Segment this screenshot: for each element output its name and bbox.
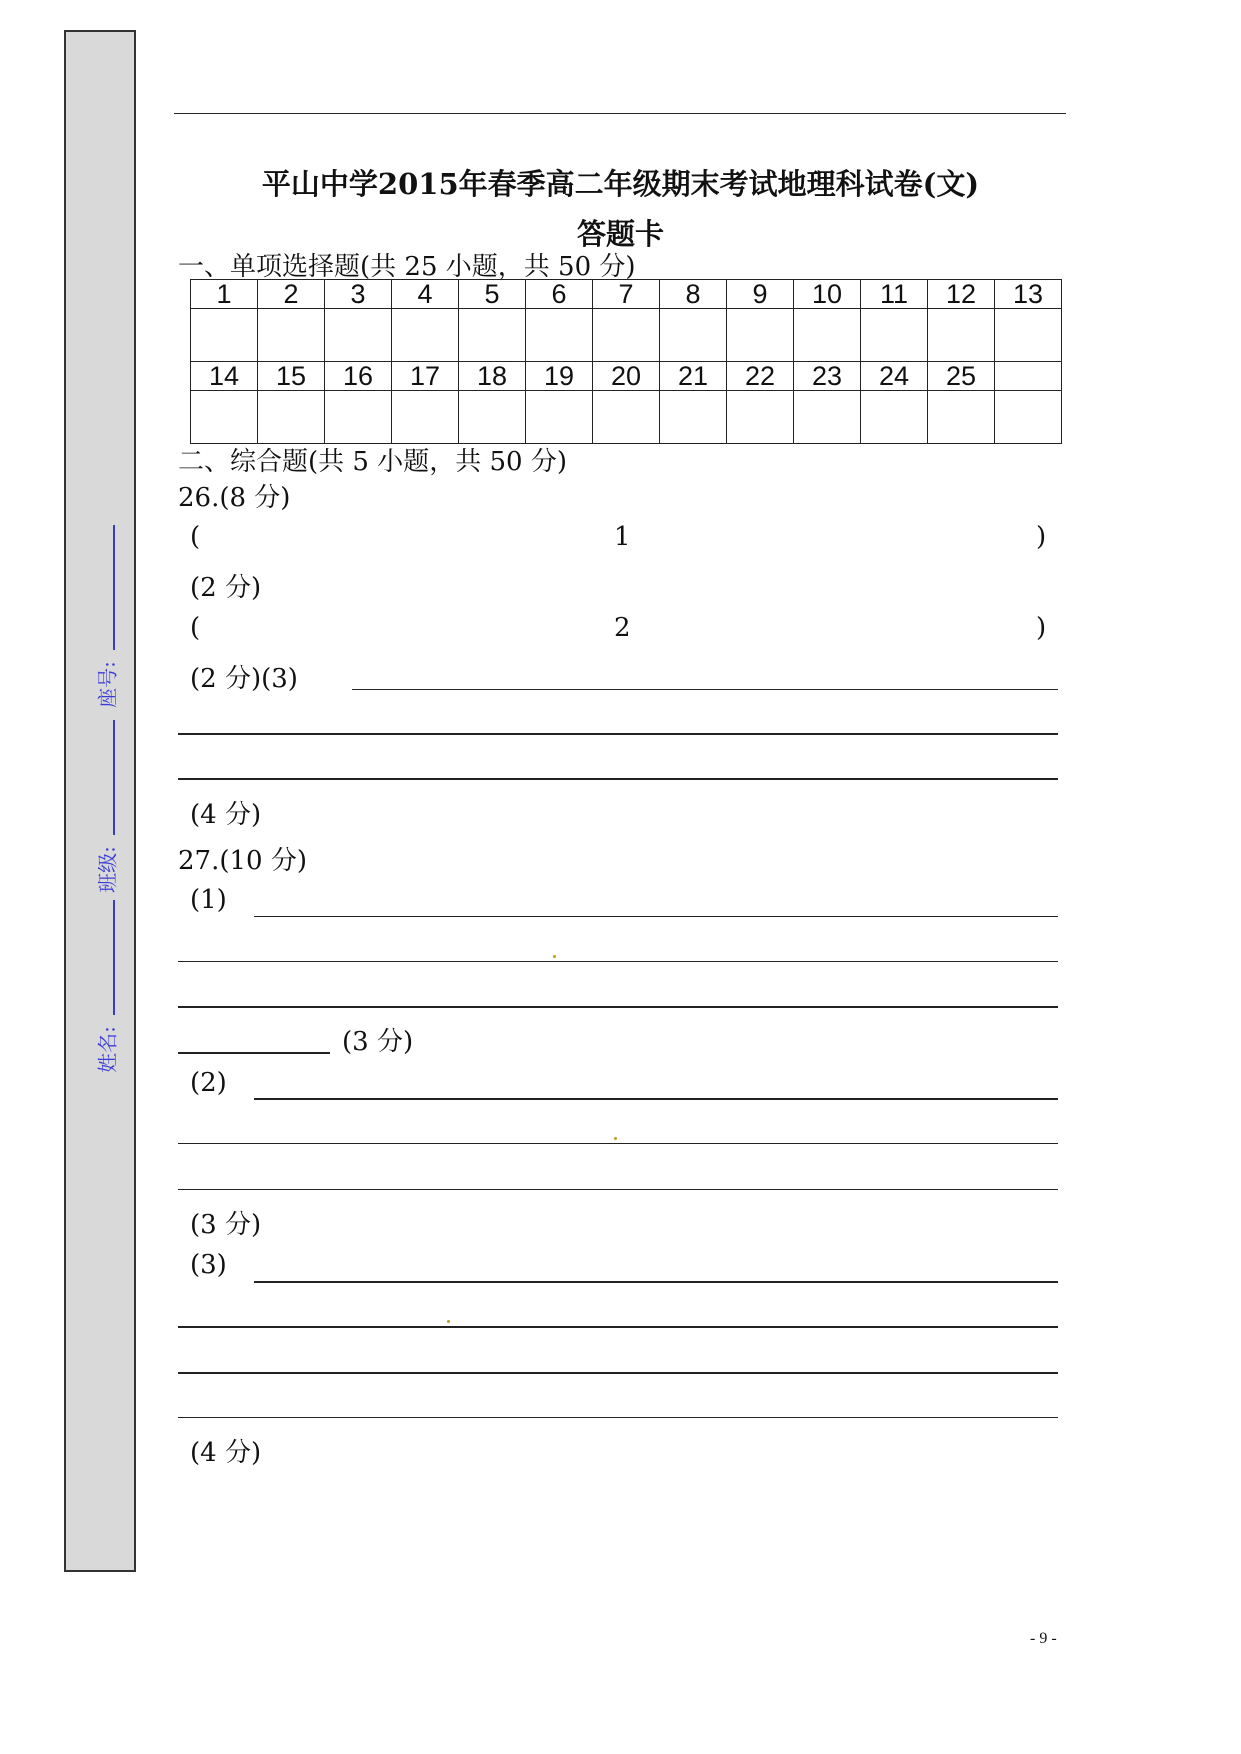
question-number: 3 [325, 280, 392, 309]
stray-dot [553, 955, 556, 958]
question-number: 13 [995, 280, 1062, 309]
answer-cell[interactable] [593, 309, 660, 362]
answer-line[interactable] [178, 1006, 1058, 1008]
answer-line[interactable] [178, 961, 1058, 962]
q27-label: 27.(10 分) [178, 846, 307, 876]
name-field-line[interactable] [113, 900, 115, 1015]
question-number-row [191, 280, 1062, 309]
answer-cell[interactable] [459, 391, 526, 444]
answer-cell[interactable] [928, 391, 995, 444]
question-number: 4 [392, 280, 459, 309]
q27-part2-score: (3 分) [190, 1210, 262, 1240]
q26-paren-open-2: ( [190, 613, 201, 643]
answer-line[interactable] [178, 1189, 1058, 1190]
question-number: 5 [459, 280, 526, 309]
question-number: 9 [727, 280, 794, 309]
q26-paren-open-1: ( [190, 522, 201, 552]
choice-answer-grid [190, 279, 1062, 444]
answer-cell[interactable] [191, 309, 258, 362]
question-number: 15 [258, 362, 325, 391]
q27-part1-short-line[interactable] [178, 1052, 330, 1054]
q27-part3-score: (4 分) [190, 1438, 262, 1468]
answer-cell[interactable] [392, 309, 459, 362]
q26-part3-answer-line[interactable] [352, 689, 1058, 690]
q26-part-number-1: 1 [614, 522, 631, 552]
answer-cell[interactable] [191, 391, 258, 444]
question-number: 10 [794, 280, 861, 309]
q27-part1-label: (1) [190, 885, 227, 915]
question-number: 19 [526, 362, 593, 391]
answer-cell[interactable] [593, 391, 660, 444]
question-number: 6 [526, 280, 593, 309]
answer-sheet-title: 答题卡 [576, 217, 664, 251]
answer-cell[interactable] [861, 391, 928, 444]
answer-line[interactable] [178, 778, 1058, 780]
answer-cell[interactable] [660, 391, 727, 444]
q26-part-number-2: 2 [614, 613, 631, 643]
stray-dot [614, 1137, 617, 1140]
q26-score-3: (4 分) [190, 800, 262, 830]
answer-cell[interactable] [928, 309, 995, 362]
answer-cell[interactable] [794, 309, 861, 362]
seat-field-line[interactable] [113, 525, 115, 650]
question-number: 22 [727, 362, 794, 391]
stray-dot [447, 1320, 450, 1323]
section1-heading: 一、单项选择题(共 25 小题，共 50 分) [178, 252, 636, 282]
q26-score-2-part3: (2 分)(3) [190, 664, 298, 694]
question-number: 14 [191, 362, 258, 391]
q27-part2-label: (2) [190, 1068, 227, 1098]
q27-part3-label: (3) [190, 1250, 227, 1280]
q27-part3-answer-line[interactable] [254, 1281, 1058, 1283]
answer-line[interactable] [178, 1417, 1058, 1418]
q27-part1-answer-line[interactable] [254, 916, 1058, 917]
answer-cell[interactable] [459, 309, 526, 362]
class-field-line[interactable] [113, 720, 115, 835]
question-number: 24 [861, 362, 928, 391]
question-number: 21 [660, 362, 727, 391]
answer-line[interactable] [178, 1372, 1058, 1374]
question-number: 2 [258, 280, 325, 309]
question-number: 23 [794, 362, 861, 391]
page-number: - 9 - [1030, 1630, 1057, 1647]
answer-cell[interactable] [660, 309, 727, 362]
answer-cell[interactable] [727, 309, 794, 362]
question-number: 25 [928, 362, 995, 391]
q26-paren-close-1: ) [1036, 522, 1047, 552]
question-number: 20 [593, 362, 660, 391]
answer-row [191, 391, 1062, 444]
question-number: 18 [459, 362, 526, 391]
question-number: 11 [861, 280, 928, 309]
question-number: 1 [191, 280, 258, 309]
binding-strip [64, 30, 136, 1572]
question-number-row [191, 362, 1062, 391]
answer-cell[interactable] [258, 391, 325, 444]
answer-cell[interactable] [995, 309, 1062, 362]
question-number: 7 [593, 280, 660, 309]
section2-heading: 二、综合题(共 5 小题，共 50 分) [178, 447, 567, 477]
question-number: 16 [325, 362, 392, 391]
answer-line[interactable] [178, 733, 1058, 735]
q26-score-1: (2 分) [190, 573, 262, 603]
answer-cell[interactable] [325, 391, 392, 444]
question-number: 12 [928, 280, 995, 309]
header-rule [174, 113, 1066, 114]
question-number: 17 [392, 362, 459, 391]
answer-cell[interactable] [258, 309, 325, 362]
q27-part2-answer-line[interactable] [254, 1098, 1058, 1100]
answer-cell[interactable] [526, 309, 593, 362]
answer-cell[interactable] [727, 391, 794, 444]
name-label: 姓名: [95, 1026, 120, 1073]
answer-line[interactable] [178, 1143, 1058, 1144]
seat-label: 座号: [95, 661, 120, 708]
class-label: 班级: [95, 846, 120, 893]
exam-title: 平山中学2015年春季高二年级期末考试地理科试卷(文) [261, 167, 980, 201]
answer-cell[interactable] [526, 391, 593, 444]
answer-row [191, 309, 1062, 362]
question-number: 8 [660, 280, 727, 309]
answer-cell[interactable] [325, 309, 392, 362]
question-number [995, 362, 1062, 391]
answer-cell[interactable] [995, 391, 1062, 444]
q27-part1-score: (3 分) [342, 1027, 414, 1057]
answer-line[interactable] [178, 1326, 1058, 1328]
answer-cell[interactable] [794, 391, 861, 444]
answer-cell[interactable] [392, 391, 459, 444]
answer-cell[interactable] [861, 309, 928, 362]
q26-label: 26.(8 分) [178, 483, 291, 513]
q26-paren-close-2: ) [1036, 613, 1047, 643]
